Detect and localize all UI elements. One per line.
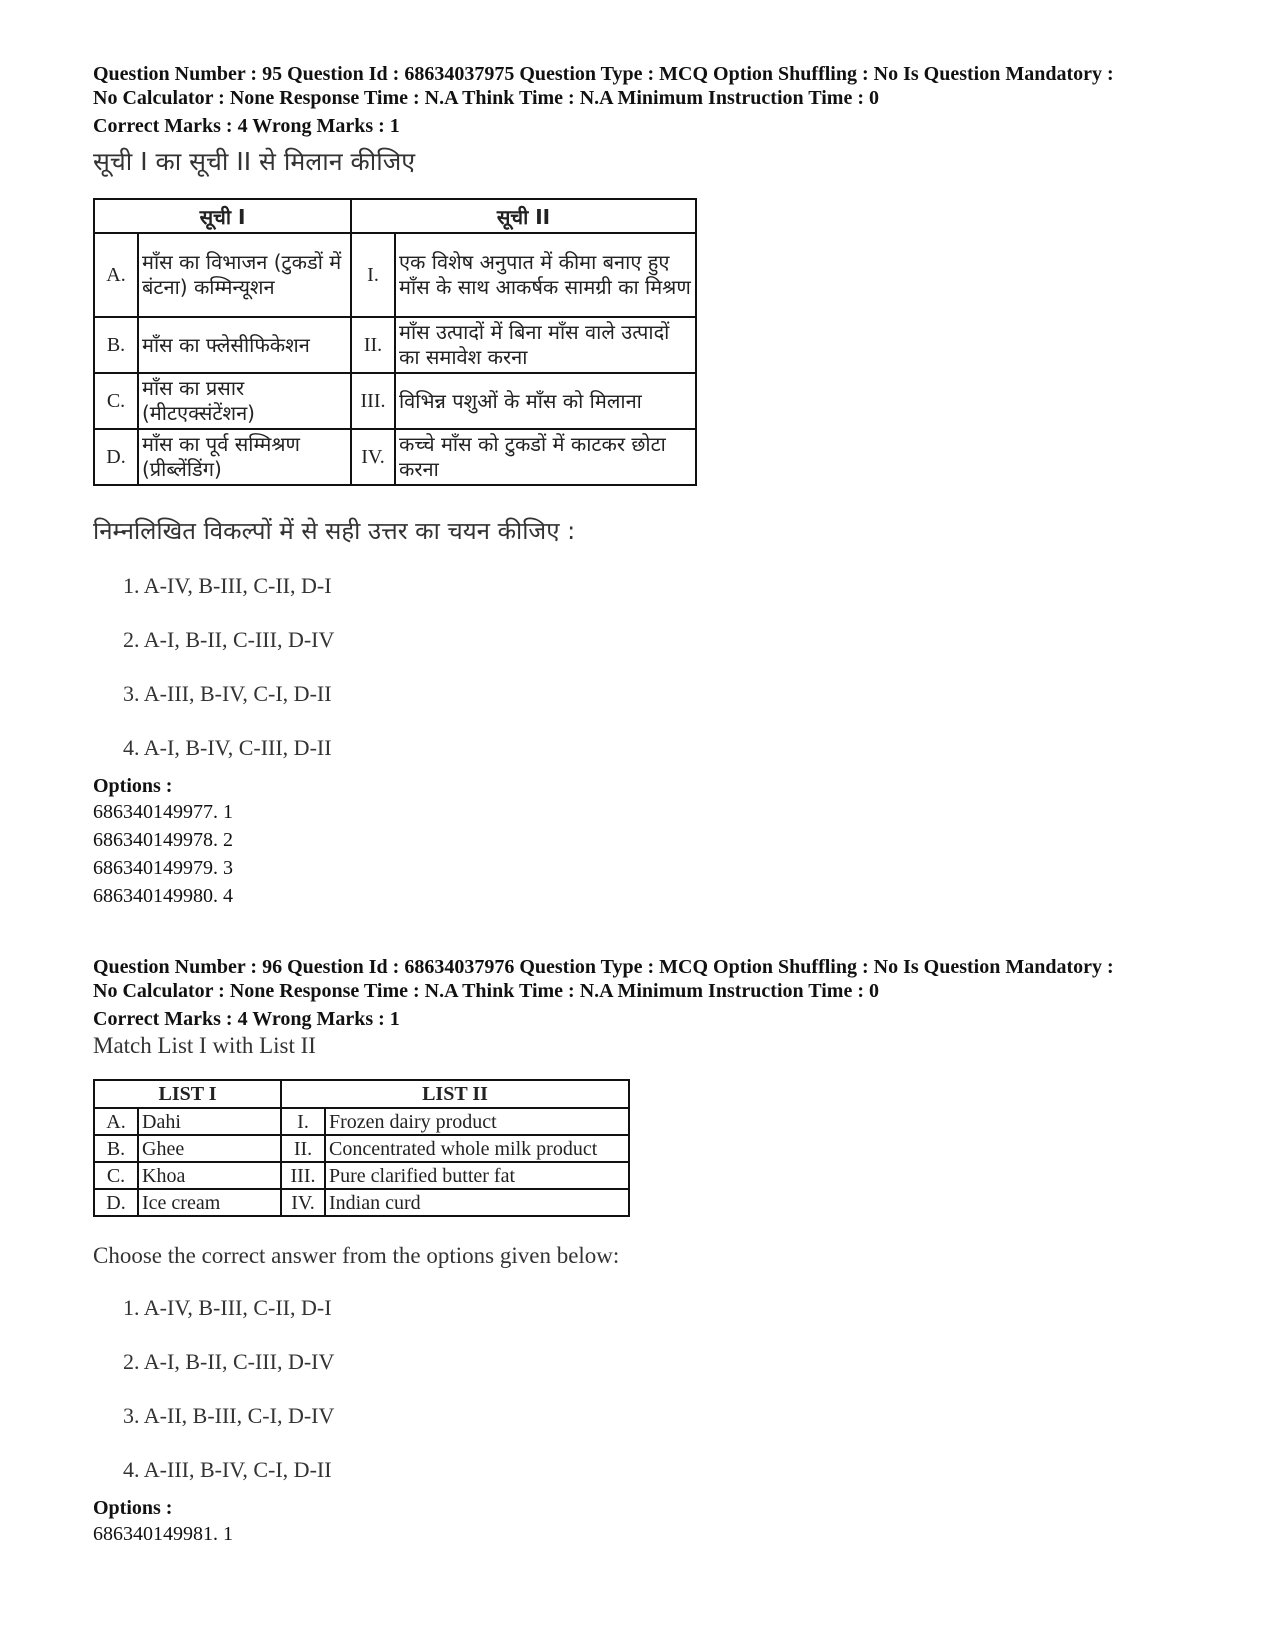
options-label: Options : [93, 1497, 173, 1519]
list1-item: Khoa [138, 1162, 281, 1189]
question-meta-line2: No Calculator : None Response Time : N.A Think Time : N.A Minimum Instruction Time : 0 [93, 87, 879, 109]
answer-choice: 1. A-IV, B-III, C-II, D-I [123, 1295, 332, 1320]
table-row [94, 317, 696, 373]
list1-key: A. [94, 233, 138, 317]
list2-key: I. [351, 233, 395, 317]
list1-key: D. [94, 1189, 138, 1216]
answer-choice: 1. A-IV, B-III, C-II, D-I [123, 573, 332, 598]
list2-item: Frozen dairy product [325, 1108, 629, 1135]
list2-key: II. [281, 1135, 325, 1162]
question-instruction: निम्नलिखित विकल्पों में से सही उत्तर का चयन कीजिए : [93, 517, 576, 545]
option-id: 686340149979. 3 [93, 857, 233, 879]
list1-item: Dahi [138, 1108, 281, 1135]
question-prompt: Match List I with List II [93, 1033, 316, 1058]
table-row [94, 1108, 629, 1135]
list2-key: IV. [281, 1189, 325, 1216]
match-table-header [94, 199, 696, 233]
table-row [94, 233, 696, 317]
list1-item: Ice cream [138, 1189, 281, 1216]
list2-key: III. [281, 1162, 325, 1189]
match-table [93, 1079, 630, 1217]
list2-item: Indian curd [325, 1189, 629, 1216]
list1-item: माँस का प्रसार (मीटएक्संटेंशन) [138, 373, 351, 429]
list2-key: II. [351, 317, 395, 373]
list1-key: B. [94, 1135, 138, 1162]
option-id: 686340149980. 4 [93, 885, 233, 907]
match-table [93, 198, 697, 486]
question-prompt: सूची I का सूची II से मिलान कीजिए [93, 147, 416, 176]
answer-choice: 4. A-III, B-IV, C-I, D-II [123, 1457, 332, 1482]
list2-item: Concentrated whole milk product [325, 1135, 629, 1162]
question-96 [93, 955, 1213, 1548]
question-meta-line1: Question Number : 95 Question Id : 68634037975 Question Type : MCQ Option Shuffling : No Is Question Mandatory : [93, 63, 1114, 85]
options-label: Options : [93, 775, 173, 797]
answer-choice: 2. A-I, B-II, C-III, D-IV [123, 627, 335, 652]
list2-key: III. [351, 373, 395, 429]
question-meta-line2: No Calculator : None Response Time : N.A Think Time : N.A Minimum Instruction Time : 0 [93, 980, 879, 1002]
list1-key: C. [94, 1162, 138, 1189]
option-id: 686340149981. 1 [93, 1523, 233, 1545]
list2-item: विभिन्न पशुओं के माँस को मिलाना [395, 373, 696, 429]
question-instruction: Choose the correct answer from the options given below: [93, 1243, 620, 1268]
list1-key: A. [94, 1108, 138, 1135]
list2-item: एक विशेष अनुपात में कीमा बनाए हुए माँस के साथ आकर्षक सामग्री का मिश्रण [395, 233, 696, 317]
list2-item: Pure clarified butter fat [325, 1162, 629, 1189]
list1-header: LIST I [94, 1080, 281, 1108]
match-table-header [94, 1080, 629, 1108]
answer-choices [123, 573, 1213, 789]
question-marks: Correct Marks : 4 Wrong Marks : 1 [93, 115, 400, 137]
list1-key: B. [94, 317, 138, 373]
list2-header: LIST II [281, 1080, 629, 1108]
table-row [94, 1189, 629, 1216]
answer-choice: 3. A-II, B-III, C-I, D-IV [123, 1403, 335, 1428]
table-row [94, 1162, 629, 1189]
answer-choice: 2. A-I, B-II, C-III, D-IV [123, 1349, 335, 1374]
list1-item: माँस का विभाजन (टुकडों में बंटना) कम्मिन्यूशन [138, 233, 351, 317]
list1-key: C. [94, 373, 138, 429]
list1-item: माँस का फ्लेसीफिकेशन [138, 317, 351, 373]
list1-header: सूची I [94, 199, 351, 233]
list2-header: सूची II [351, 199, 696, 233]
option-id: 686340149977. 1 [93, 801, 233, 823]
list2-item: माँस उत्पादों में बिना माँस वाले उत्पादों का समावेश करना [395, 317, 696, 373]
question-marks: Correct Marks : 4 Wrong Marks : 1 [93, 1008, 400, 1030]
question-meta-line1: Question Number : 96 Question Id : 68634037976 Question Type : MCQ Option Shuffling : No Is Question Mandatory : [93, 956, 1114, 978]
question-95 [93, 62, 1213, 910]
list2-key: IV. [351, 429, 395, 485]
table-row [94, 429, 696, 485]
list1-key: D. [94, 429, 138, 485]
table-row [94, 1135, 629, 1162]
answer-choice: 4. A-I, B-IV, C-III, D-II [123, 735, 332, 760]
list2-item: कच्चे माँस को टुकडों में काटकर छोटा करना [395, 429, 696, 485]
answer-choices [123, 1295, 1213, 1511]
list1-item: माँस का पूर्व सम्मिश्रण (प्रीब्लेंडिंग) [138, 429, 351, 485]
list2-key: I. [281, 1108, 325, 1135]
answer-choice: 3. A-III, B-IV, C-I, D-II [123, 681, 332, 706]
option-id: 686340149978. 2 [93, 829, 233, 851]
list1-item: Ghee [138, 1135, 281, 1162]
table-row [94, 373, 696, 429]
